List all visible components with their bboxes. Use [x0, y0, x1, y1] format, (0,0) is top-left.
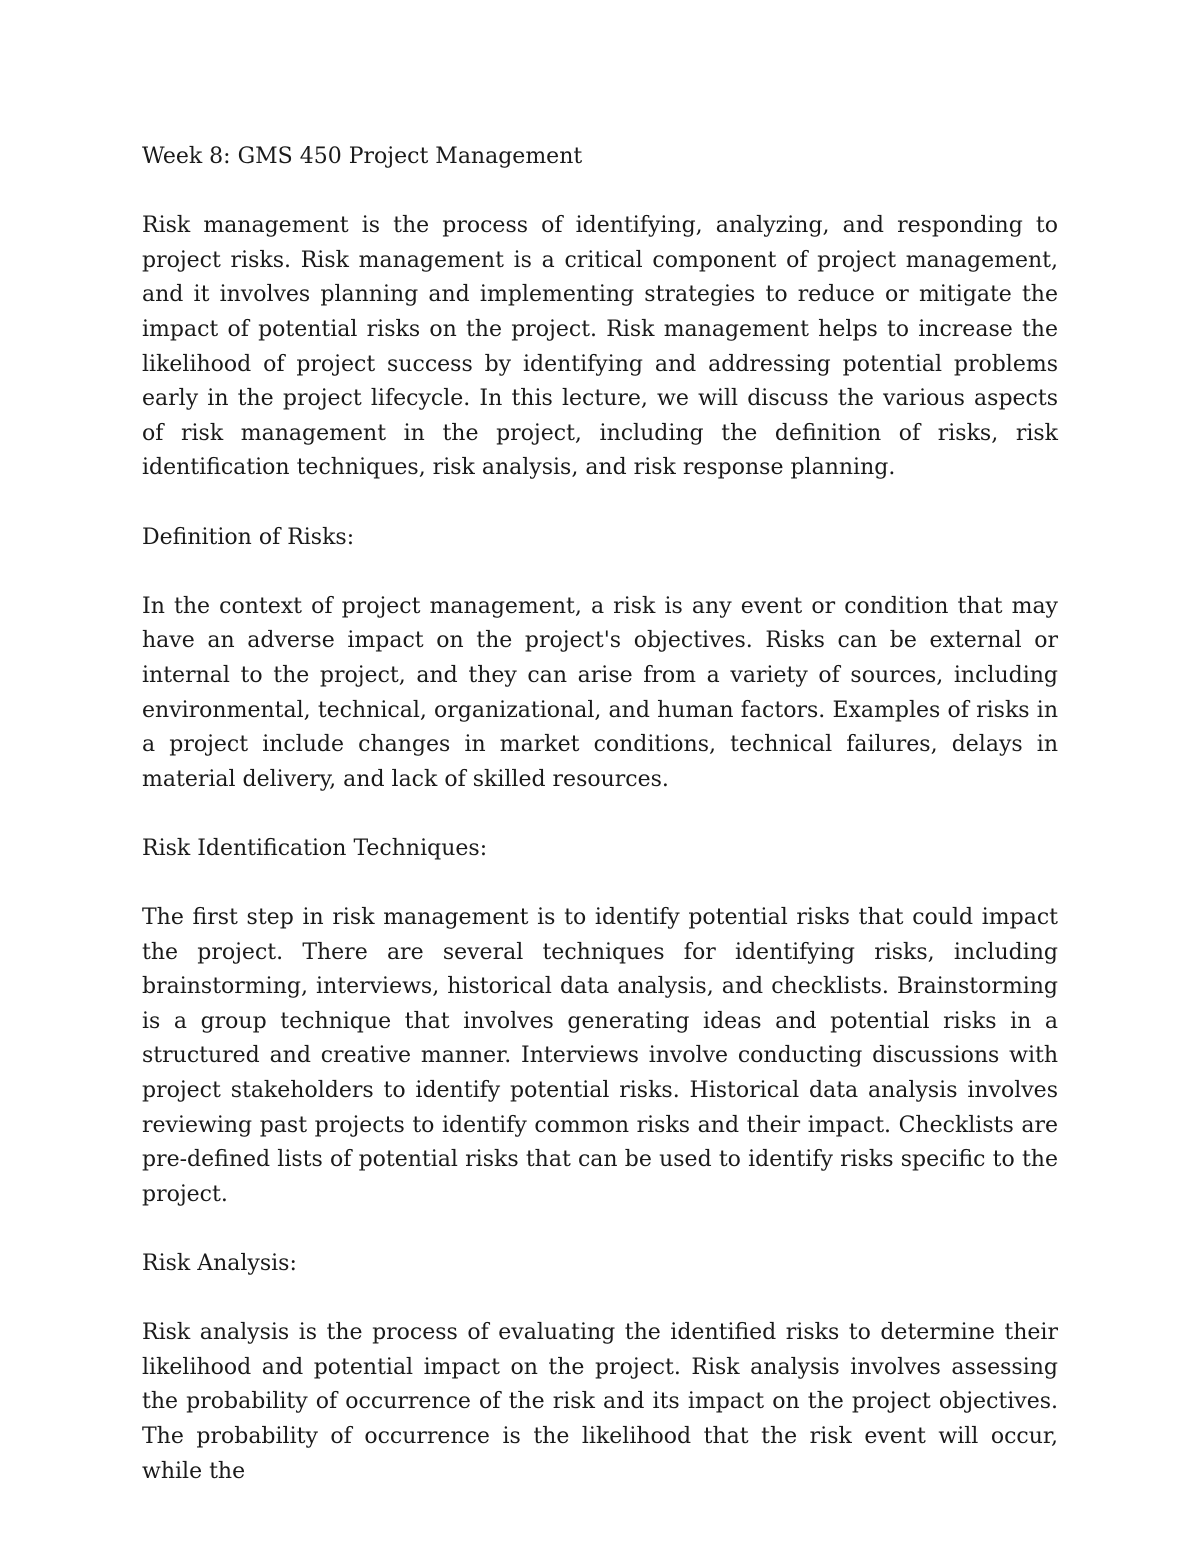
- section-body-definition-of-risks: In the context of project management, a risk is any event or condition that may have an adverse impact on the project's objectives. Risks can be external or internal to the project, and they can arise from a variety of sources, including environmental, technical, organizational, and human factors. Examples of risks in a project include changes in market conditions, technical failures, delays in material delivery, and lack of skilled resources.: [142, 593, 1058, 792]
- section-heading-definition-of-risks: Definition of Risks:: [142, 524, 355, 550]
- document-content: [142, 140, 1058, 1524]
- section-body-risk-identification: The first step in risk management is to identify potential risks that could impact the project. There are several techniques for identifying risks, including brainstorming, interviews, historical data analysis, and checklists. Brainstorming is a group technique that involves generating ideas and potential risks in a structured and creative manner. Interviews involve conducting discussions with project stakeholders to identify potential risks. Historical data analysis involves reviewing past projects to identify common risks and their impact. Checklists are pre-defined lists of potential risks that can be used to identify risks specific to the project.: [142, 905, 1058, 1207]
- section-body-risk-analysis: Risk analysis is the process of evaluating the identified risks to determine their likelihood and potential impact on the project. Risk analysis involves assessing the probability of occurrence of the risk and its impact on the project objectives. The probability of occurrence is the likelihood that the risk event will occur, while the: [142, 1320, 1058, 1484]
- section-heading-risk-analysis: Risk Analysis:: [142, 1251, 297, 1276]
- intro-paragraph: Risk management is the process of identifying, analyzing, and responding to project risks. Risk management is a critical component of project management, and it involves planning and implementing strategies to reduce or mitigate the impact of potential risks on the project. Risk management helps to increase the likelihood of project success by identifying and addressing potential problems early in the project lifecycle. In this lecture, we will discuss the various aspects of risk management in the project, including the definition of risks, risk identification techniques, risk analysis, and risk response planning.: [142, 213, 1058, 481]
- section-heading-risk-identification: Risk Identification Techniques:: [142, 835, 488, 861]
- document-title: Week 8: GMS 450 Project Management: [142, 144, 583, 169]
